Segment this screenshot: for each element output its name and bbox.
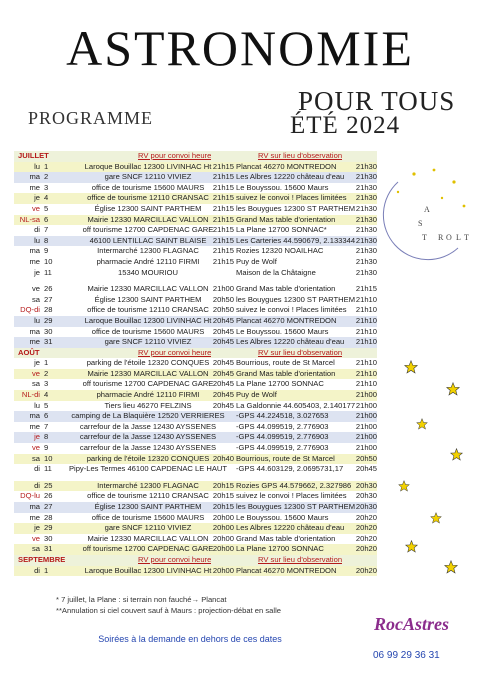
table-row [14,327,377,338]
observation-time-cell: 21h30 [355,161,377,171]
rocastres-logo-text: RocAstres [374,614,450,634]
meeting-place-cell: Laroque Bouillac 12300 LIVINHAC Ht [84,315,212,325]
convoy-time-cell: 20h00 [212,512,234,522]
svg-text:R: R [438,233,444,242]
observation-time-cell: 21h15 [355,284,377,294]
star-icon [398,480,410,492]
day-cell: ma [29,502,40,511]
month-header-row [14,348,377,359]
observation-time-cell: 21h00 [355,432,377,442]
observation-place-cell: Grand Mas table d'orientation [236,284,336,294]
meeting-place-cell: carrefour de la Jasse 12430 AYSSENES [79,443,217,453]
date-cell: 9 [44,246,49,256]
observation-time-cell: 21h00 [355,390,377,400]
observation-place-cell: suivez le convoi ! Places limitées [236,305,347,315]
date-cell: 26 [44,284,53,294]
convoy-column-header: RV pour convoi heure [138,554,212,564]
observation-place-cell: les Bouygues 12300 ST PARTHEM [236,502,356,511]
observation-place-cell: La Plane 12700 SONNAC [236,379,324,389]
convoy-time-cell: 21h15 [212,246,234,256]
meeting-place-cell: carrefour de la Jasse 12430 AYSSENES [79,432,217,442]
table-row [14,566,377,577]
date-cell: 30 [44,326,53,336]
observation-place-cell: Plancat 46270 MONTREDON [236,315,337,325]
date-cell: 31 [44,544,53,554]
day-cell: di [34,480,40,490]
meeting-place-cell: gare SNCF 12110 VIVIEZ [104,523,192,533]
date-cell: 2 [44,172,49,182]
astronomy-club-logo [378,162,473,274]
day-cell: je [34,267,40,277]
day-cell: sa [31,544,40,554]
date-cell: 3 [44,182,49,192]
date-cell: 26 [44,491,53,501]
observation-place-cell: La Plane 12700 SONNAC [236,544,324,554]
convoy-column-header: RV pour convoi heure [138,347,212,357]
table-row [14,491,377,502]
table-row [14,502,377,513]
date-cell: 25 [44,480,53,490]
day-cell: ve [31,533,40,543]
table-row [14,422,377,433]
day-cell: me [29,337,40,347]
svg-text:A: A [424,205,430,214]
table-row [14,215,377,226]
observation-time-cell: 21h10 [355,326,377,336]
observation-time-cell: 20h20 [355,565,377,575]
day-cell: je [34,193,40,203]
table-row [14,162,377,173]
svg-text:S: S [418,219,423,228]
observation-place-cell: les Bouygues 12300 ST PARTHEM [236,294,356,304]
day-cell: sa [31,453,40,463]
convoy-time-cell: 21h15 [212,235,234,245]
day-cell: DQ-lu [20,491,40,501]
date-cell: 9 [44,443,49,453]
date-cell: 2 [44,368,49,378]
date-cell: 6 [44,411,49,421]
observation-place-cell: Le Bouyssou. 15600 Maurs [236,326,329,336]
convoy-time-cell: 20h00 [212,565,234,575]
observation-place-cell: Plancat 46270 MONTREDON [236,161,337,171]
observation-place-cell: -GPS 44.099519, 2.776903 [236,443,329,453]
meeting-place-cell: off tourisme 12700 CAPDENAC GARE [82,379,214,389]
month-label: SEPTEMBRE [18,554,66,564]
date-cell: 7 [44,421,49,431]
convoy-time-cell: 20h45 [212,368,234,378]
observation-place-cell: Bourrious, route de St Marcel [236,453,335,463]
table-row [14,513,377,524]
observation-time-cell: 21h30 [355,235,377,245]
meeting-place-cell: off tourisme 12700 CAPDENAC GARE [82,225,214,235]
day-cell: lu [34,235,40,245]
observation-place-cell: suivez le convoi ! Places limitées [236,491,347,501]
observation-place-cell: Les Carteries 44.590679, 2.133344 [236,235,356,245]
convoy-time-cell: 21h15 [212,214,234,224]
phone-number: 06 99 29 36 31 [373,650,440,661]
meeting-place-cell: office de tourisme 15600 MAURS [91,182,205,192]
day-cell: di [34,464,40,474]
day-cell: lu [34,315,40,325]
observation-time-cell: 21h10 [355,305,377,315]
observation-time-cell: 21h00 [355,400,377,410]
convoy-time-cell: 20h45 [212,326,234,336]
table-row [14,295,377,306]
observation-time-cell: 20h20 [355,523,377,533]
observation-time-cell: 21h30 [355,225,377,235]
observation-place-cell: les Bouygues 12300 ST PARTHEM [236,203,356,213]
table-row [14,544,377,555]
observation-place-cell: Rozies 12320 NOAILHAC [236,246,324,256]
convoy-time-cell: 20h00 [212,544,234,554]
date-cell: 27 [44,294,53,304]
date-cell: 29 [44,523,53,533]
table-row [14,225,377,236]
observation-column-header: RV sur lieu d'observation [258,347,343,357]
meeting-place-cell: off tourisme 12700 CAPDENAC GARE [82,544,214,554]
date-cell: 3 [44,379,49,389]
table-row [14,268,377,279]
day-cell: me [29,512,40,522]
meeting-place-cell: carrefour de la Jasse 12430 AYSSENES [79,421,217,431]
star-icon [444,560,458,574]
observation-place-cell: suivez le convoi ! Places limitées [236,193,347,203]
observation-place-cell: Grand Mas table d'orientation [236,214,336,224]
meeting-place-cell: 15340 MOURIOU [118,267,178,277]
svg-text:L: L [456,233,461,242]
table-row [14,369,377,380]
day-cell: me [29,421,40,431]
observation-place-cell: Le Bouyssou. 15600 Maurs [236,512,329,522]
convoy-time-cell: 20h00 [212,533,234,543]
table-row [14,236,377,247]
observation-place-cell: La Galdonnie 44.605403, 2.140177 [236,400,356,410]
day-cell: ve [31,368,40,378]
convoy-time-cell: 20h15 [212,491,234,501]
convoy-time-cell: 20h45 [212,400,234,410]
table-row [14,193,377,204]
meeting-place-cell: office de tourisme 15600 MAURS [91,326,205,336]
date-cell: 11 [44,464,52,474]
table-row [14,443,377,454]
observation-time-cell: 21h30 [355,214,377,224]
table-row [14,411,377,422]
meeting-place-cell: parking de l'étoile 12320 CONQUES [86,358,210,368]
day-cell: DQ-di [20,305,40,315]
convoy-time-cell: 21h15 [212,203,234,213]
table-row [14,316,377,327]
table-row [14,481,377,492]
observation-place-cell: Bourrious, route de St Marcel [236,358,335,368]
day-cell: ma [29,411,40,421]
date-cell: 11 [44,267,52,277]
convoy-time-cell: 21h15 [212,225,234,235]
convoy-time-cell: 21h15 [212,161,234,171]
day-cell: di [34,225,40,235]
convoy-time-cell: 21h15 [212,193,234,203]
date-cell: 5 [44,203,49,213]
date-cell: 10 [44,453,53,463]
table-row [14,401,377,412]
day-cell: sa [31,379,40,389]
subtitle-ete-2024: ÉTÉ 2024 [290,112,401,139]
observation-place-cell: -GPS 44.224518, 3.027653 [236,411,329,421]
meeting-place-cell: office de tourisme 12110 CRANSAC [87,193,209,203]
observation-time-cell: 21h30 [355,246,377,256]
date-cell: 4 [44,193,49,203]
meeting-place-cell: Église 12300 SAINT PARTHEM [94,502,202,511]
day-cell: lu [34,400,40,410]
meeting-place-cell: office de tourisme 12110 CRANSAC [87,305,209,315]
observation-place-cell: Les Albres 12220 château d'eau [236,337,345,347]
date-cell: 1 [44,161,49,171]
meeting-place-cell: Mairie 12330 MARCILLAC VALLON [87,214,209,224]
day-cell: me [29,182,40,192]
meeting-place-cell: gare SNCF 12110 VIVIEZ [104,337,192,347]
observation-place-cell: La Plane 12700 SONNAC* [236,225,327,235]
convoy-time-cell: 20h45 [212,379,234,389]
month-label: AOÛT [18,347,40,357]
observation-place-cell: Grand Mas table d'orientation [236,533,336,543]
meeting-place-cell: camping de La Blaquière 12520 VERRIERES [71,411,225,421]
convoy-time-cell: 20h40 [212,453,234,463]
meeting-place-cell: Pipy-Les Termes 46100 CAPDENAC LE HAUT [68,464,228,474]
day-cell: sa [31,294,40,304]
date-cell: 31 [44,337,53,347]
table-row [14,337,377,348]
meeting-place-cell: office de tourisme 12110 CRANSAC [87,491,209,501]
meeting-place-cell: gare SNCF 12110 VIVIEZ [104,172,192,182]
star-icon [405,540,418,553]
table-row [14,172,377,183]
observation-time-cell: 21h10 [355,368,377,378]
schedule-table [14,151,377,576]
observation-time-cell: 21h10 [355,294,377,304]
observation-time-cell: 20h50 [355,453,377,463]
observation-time-cell: 21h00 [355,411,377,421]
on-demand-notice: Soirées à la demande en dehors de ces dates [98,634,282,644]
observation-time-cell: 20h30 [355,480,377,490]
meeting-place-cell: 46100 LENTILLAC SAINT BLAISE [89,235,207,245]
date-cell: 8 [44,235,49,245]
svg-text:O: O [446,233,452,242]
observation-time-cell: 21h30 [355,182,377,192]
convoy-column-header: RV pour convoi heure [138,151,212,160]
observation-time-cell: 20h20 [355,512,377,522]
day-cell: ve [31,284,40,294]
observation-time-cell: 21h30 [355,256,377,266]
day-cell: je [34,432,40,442]
footnote-1: * 7 juillet, la Plane : si terrain non fauché→ Plancat [56,595,227,604]
observation-place-cell: -GPS 44.099519, 2.776903 [236,432,329,442]
convoy-time-cell: 21h00 [212,284,234,294]
rocastres-logo [372,608,468,638]
meeting-place-cell: Laroque Bouillac 12300 LIVINHAC Ht [84,161,212,171]
programme-heading: PROGRAMME [28,108,154,128]
day-cell: lu [34,161,40,171]
observation-time-cell: 21h00 [355,421,377,431]
meeting-place-cell: pharmacie André 12110 FIRMI [96,390,200,400]
date-cell: 29 [44,315,53,325]
observation-time-cell: 21h10 [355,358,377,368]
meeting-place-cell: Mairie 12330 MARCILLAC VALLON [87,368,209,378]
convoy-time-cell: 21h15 [212,256,234,266]
meeting-place-cell: Mairie 12330 MARCILLAC VALLON [87,284,209,294]
meeting-place-cell: Intermarché 12300 FLAGNAC [97,480,199,490]
observation-column-header: RV sur lieu d'observation [258,554,343,564]
day-cell: NL-sa [19,214,40,224]
table-row [14,257,377,268]
date-cell: 28 [44,512,53,522]
convoy-time-cell: 20h50 [212,305,234,315]
month-label: JUILLET [18,151,49,160]
convoy-time-cell: 20h15 [212,502,234,511]
table-row [14,246,377,257]
day-cell: ma [29,326,40,336]
table-row [14,464,377,475]
observation-time-cell: 20h30 [355,491,377,501]
convoy-time-cell: 20h45 [212,315,234,325]
observation-place-cell: -GPS 44.603129, 2.0695731,17 [236,464,344,474]
observation-time-cell: 21h30 [355,193,377,203]
table-row [14,204,377,215]
day-cell: je [34,358,40,368]
observation-time-cell: 21h10 [355,337,377,347]
day-cell: ma [29,246,40,256]
observation-place-cell: Les Albres 12220 château d'eau [236,172,345,182]
page-title: ASTRONOMIE [66,20,414,76]
subtitle-pour-tous: POUR TOUS [298,86,456,116]
meeting-place-cell: Intermarché 12300 FLAGNAC [97,246,199,256]
observation-place-cell: Le Bouyssou. 15600 Maurs [236,182,329,192]
observation-time-cell: 20h45 [355,464,377,474]
day-cell: ve [31,203,40,213]
observation-place-cell: Plancat 46270 MONTREDON [236,565,337,575]
observation-time-cell: 21h00 [355,443,377,453]
table-row [14,305,377,316]
table-row [14,432,377,443]
day-cell: di [34,565,40,575]
date-cell: 28 [44,305,53,315]
star-icon [416,418,428,430]
table-row [14,390,377,401]
table-row [14,523,377,534]
observation-time-cell: 20h20 [355,544,377,554]
svg-text:T: T [422,233,427,242]
table-row [14,183,377,194]
meeting-place-cell: Tiers lieu 46270 FELZINS [104,400,192,410]
date-cell: 30 [44,533,53,543]
observation-time-cell: 21h10 [355,379,377,389]
day-cell: NL-di [21,390,40,400]
meeting-place-cell: pharmacie André 12110 FIRMI [96,256,200,266]
day-cell: ve [31,443,40,453]
observation-place-cell: Rozies GPS 44.579662, 2.327986 [236,480,352,490]
month-header-row [14,555,377,566]
observation-place-cell: Grand Mas table d'orientation [236,368,336,378]
table-row [14,534,377,545]
date-cell: 7 [44,225,49,235]
table-row [14,284,377,295]
observation-time-cell: 20h30 [355,502,377,511]
observation-time-cell: 21h10 [355,315,377,325]
observation-time-cell: 21h30 [355,203,377,213]
star-icon [404,360,418,374]
date-cell: 1 [44,358,49,368]
star-icon [430,512,442,524]
convoy-time-cell: 21h15 [212,172,234,182]
convoy-time-cell: 20h45 [212,390,234,400]
date-cell: 8 [44,432,49,442]
convoy-time-cell: 20h15 [212,480,234,490]
footnotes [56,594,281,616]
star-icon [450,448,463,461]
observation-time-cell: 20h20 [355,533,377,543]
table-row [14,358,377,369]
observation-place-cell: Puy de Wolf [236,390,277,400]
meeting-place-cell: Mairie 12330 MARCILLAC VALLON [87,533,209,543]
convoy-time-cell: 20h00 [212,523,234,533]
observation-place-cell: Maison de la Châtaigne [236,267,316,277]
month-header-row [14,151,377,162]
svg-text:T: T [464,233,469,242]
observation-place-cell: Puy de Wolf [236,256,277,266]
convoy-time-cell: 20h45 [212,358,234,368]
convoy-time-cell: 20h50 [212,294,234,304]
day-cell: me [29,256,40,266]
observation-column-header: RV sur lieu d'observation [258,151,343,160]
date-cell: 4 [44,390,49,400]
date-cell: 1 [44,565,49,575]
meeting-place-cell: Laroque Bouillac 12300 LIVINHAC Ht [84,565,212,575]
meeting-place-cell: Église 12300 SAINT PARTHEM [94,203,202,213]
table-row [14,454,377,465]
date-cell: 6 [44,214,49,224]
convoy-time-cell: 21h15 [212,182,234,192]
date-cell: 10 [44,256,53,266]
day-cell: ma [29,172,40,182]
convoy-time-cell: 20h45 [212,337,234,347]
observation-time-cell: 21h30 [355,172,377,182]
footnote-2: **Annulation si ciel couvert sauf à Maurs : projection-débat en salle [56,606,281,615]
observation-place-cell: -GPS 44.099519, 2.776903 [236,421,329,431]
table-row [14,379,377,390]
meeting-place-cell: Église 12300 SAINT PARTHEM [94,294,202,304]
date-cell: 5 [44,400,49,410]
day-cell: je [34,523,40,533]
observation-time-cell: 21h30 [355,267,377,277]
date-cell: 27 [44,502,53,511]
meeting-place-cell: parking de l'étoile 12320 CONQUES [86,453,210,463]
star-icon [446,382,460,396]
observation-place-cell: Les Albres 12220 château d'eau [236,523,345,533]
meeting-place-cell: office de tourisme 15600 MAURS [91,512,205,522]
